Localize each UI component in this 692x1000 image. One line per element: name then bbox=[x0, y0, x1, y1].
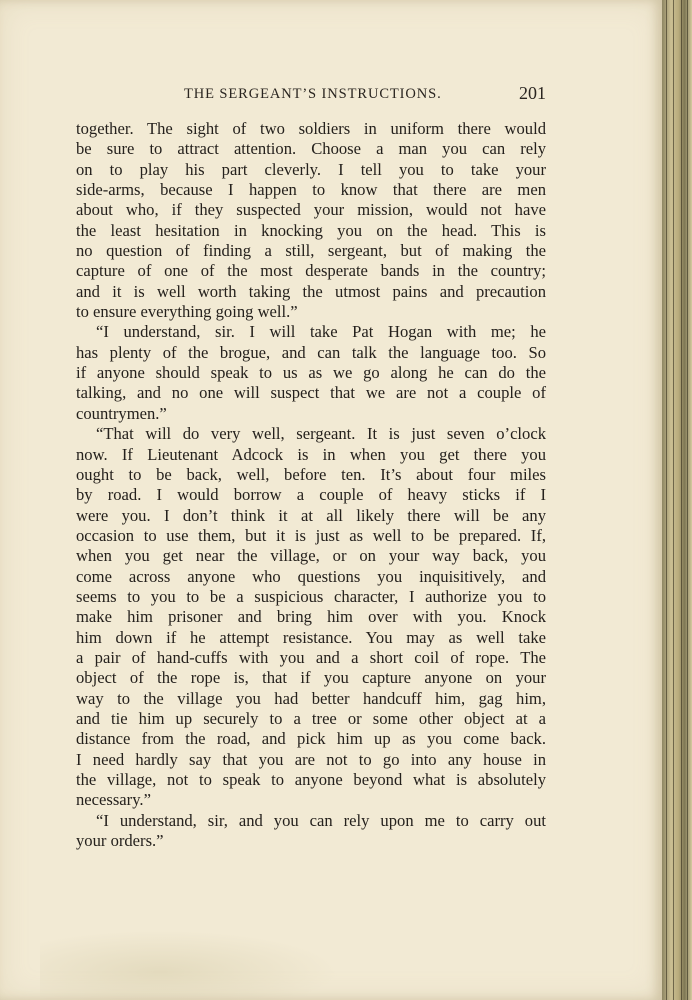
text-line: way to the village you had better handcuff him, gag him, bbox=[76, 688, 546, 708]
text-line: no question of finding a still, sergeant, but of making the bbox=[76, 241, 546, 261]
text-line: capture of one of the most desperate bands in the country; bbox=[76, 261, 546, 281]
spine-line bbox=[687, 0, 688, 1000]
text-line: has plenty of the brogue, and can talk the language too. So bbox=[76, 342, 546, 362]
spine-line bbox=[666, 0, 667, 1000]
page-number: 201 bbox=[519, 83, 546, 103]
text-line: occasion to use them, but it is just as well to be prepared. If, bbox=[76, 525, 546, 545]
text-line: be sure to attract attention. Choose a man you can rely bbox=[76, 139, 546, 159]
text-line: a pair of hand-cuffs with you and a short coil of rope. The bbox=[76, 647, 546, 667]
text-line: him down if he attempt resistance. You may as well take bbox=[76, 627, 546, 647]
text-line: when you get near the village, or on your way back, you bbox=[76, 546, 546, 566]
body-text bbox=[76, 119, 546, 851]
text-line: side-arms, because I happen to know that there are men bbox=[76, 180, 546, 200]
text-line: and it is well worth taking the utmost pains and precaution bbox=[76, 281, 546, 301]
text-line: “I understand, sir. I will take Pat Hogan with me; he bbox=[96, 322, 546, 342]
text-line: countrymen.” bbox=[76, 403, 167, 423]
text-line: object of the rope is, that if you capture anyone on your bbox=[76, 668, 546, 688]
text-line: talking, and no one will suspect that we are not a couple of bbox=[76, 383, 546, 403]
text-line: on to play his part cleverly. I tell you to take your bbox=[76, 159, 546, 179]
text-line: to ensure everything going well.” bbox=[76, 302, 298, 322]
text-line: by road. I would borrow a couple of heavy sticks if I bbox=[76, 485, 546, 505]
text-line: now. If Lieutenant Adcock is in when you get there you bbox=[76, 444, 546, 464]
text-line: the village, not to speak to anyone beyond what is absolutely bbox=[76, 770, 546, 789]
text-line: if anyone should speak to us as we go along he can do the bbox=[76, 363, 546, 383]
running-title: THE SERGEANT’S INSTRUCTIONS. bbox=[184, 86, 442, 102]
text-line: seems to you to be a suspicious character, I authorize you to bbox=[76, 586, 546, 606]
running-header bbox=[76, 83, 546, 108]
text-line: your orders.” bbox=[76, 831, 164, 851]
text-line: the least hesitation in knocking you on the head. This is bbox=[76, 220, 546, 240]
page-smudge bbox=[40, 930, 340, 1000]
text-line: about who, if they suspected your mission, would not have bbox=[76, 200, 546, 220]
text-line: and tie him up securely to a tree or some other object at a bbox=[76, 708, 546, 728]
text-line: I need hardly say that you are not to go into any house in bbox=[76, 749, 546, 769]
book-spine-edge bbox=[662, 0, 692, 1000]
text-line: necessary.” bbox=[76, 790, 151, 810]
text-line: make him prisoner and bring him over with you. Knock bbox=[76, 607, 546, 627]
spine-line bbox=[681, 0, 682, 1000]
spine-line bbox=[673, 0, 674, 1000]
text-line: were you. I don’t think it at all likely there will be any bbox=[76, 505, 546, 525]
text-line: “I understand, sir, and you can rely upon me to carry out bbox=[96, 810, 546, 830]
text-line: ought to be back, well, before ten. It’s about four miles bbox=[76, 464, 546, 484]
text-line: together. The sight of two soldiers in uniform there would bbox=[76, 119, 546, 138]
text-line: distance from the road, and pick him up as you come back. bbox=[76, 729, 546, 749]
text-line: “That will do very well, sergeant. It is just seven o’clock bbox=[96, 424, 546, 444]
text-line: come across anyone who questions you inquisitively, and bbox=[76, 566, 546, 586]
